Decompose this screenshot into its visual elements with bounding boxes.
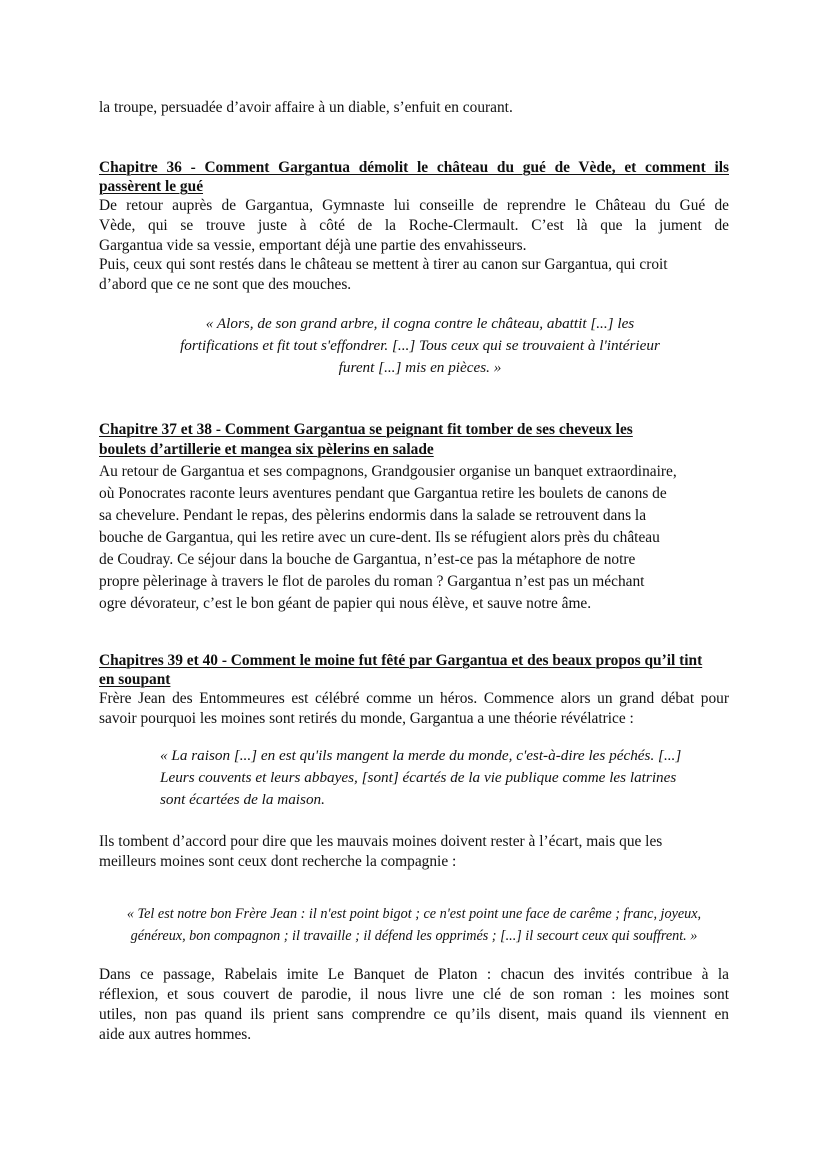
chapter-36-paragraph: De retour auprès de Gargantua, Gymnaste lui conseille de reprendre le Château du Gué de — [99, 197, 729, 214]
chapter-36-paragraph-2: Puis, ceux qui sont restés dans le château se mettent à tirer au canon sur Gargantua, qui croit — [99, 256, 668, 273]
chapter-39-quote-2: généreux, bon compagnon ; il travaille ; il défend les opprimés ; [...] il secourt ceux qui souffrent. » — [130, 928, 698, 944]
chapter-37-heading-cont: boulets d’artillerie et mangea six pèlerins en salade — [99, 441, 434, 458]
chapter-36-quote: fortifications et fit tout s'effondrer. [...] Tous ceux qui se trouvaient à l'intérieur — [180, 337, 660, 354]
chapter-36-paragraph: Gargantua vide sa vessie, emportant déjà une partie des envahisseurs. — [99, 237, 527, 254]
chapter-39-paragraph-3: aide aux autres hommes. — [99, 1026, 252, 1043]
chapter-37-paragraph: de Coudray. Ce séjour dans la bouche de Gargantua, n’est-ce pas la métaphore de notre — [99, 551, 636, 568]
chapter-39-quote-1: Leurs couvents et leurs abbayes, [sont] écartés de la vie publique comme les latrines — [160, 769, 677, 786]
chapter-39-paragraph-3: utiles, non pas quand ils prient sans comprendre ce qu’ils disent, mais quand ils viennent en — [99, 1006, 729, 1023]
chapter-37-paragraph: bouche de Gargantua, qui les retire avec un cure-dent. Ils se réfugient alors près du château — [99, 529, 660, 546]
chapter-37-paragraph: ogre dévorateur, c’est le bon géant de papier qui nous élève, et sauve notre âme. — [99, 595, 592, 612]
chapter-39-paragraph: savoir pourquoi les moines sont retirés du monde, Gargantua a une théorie révélatrice : — [99, 710, 634, 727]
chapter-39-paragraph-2: meilleurs moines sont ceux dont recherche la compagnie : — [99, 853, 457, 870]
chapter-37-heading: Chapitre 37 et 38 - Comment Gargantua se peignant fit tomber de ses cheveux les — [99, 421, 633, 438]
chapter-39-quote-2: « Tel est notre bon Frère Jean : il n'est point bigot ; ce n'est point une face de carême ; franc, joyeux, — [126, 906, 702, 922]
chapter-39-paragraph: Frère Jean des Entommeures est célébré comme un héros. Commence alors un grand débat pour — [99, 690, 729, 707]
chapter-36-quote: « Alors, de son grand arbre, il cogna contre le château, abattit [...] les — [205, 315, 635, 332]
chapter-37-paragraph: Au retour de Gargantua et ses compagnons, Grandgousier organise un banquet extraordinaire, — [99, 463, 677, 480]
chapter-39-quote-1: sont écartées de la maison. — [160, 791, 325, 808]
chapter-36-heading: Chapitre 36 - Comment Gargantua démolit le château du gué de Vède, et comment ils — [99, 159, 729, 176]
chapter-39-quote-1: « La raison [...] en est qu'ils mangent la merde du monde, c'est-à-dire les péchés. [...] — [160, 747, 682, 764]
chapter-39-heading: Chapitres 39 et 40 - Comment le moine fut fêté par Gargantua et des beaux propos qu’il tint — [99, 652, 703, 669]
chapter-37-paragraph: sa chevelure. Pendant le repas, des pèlerins endormis dans la salade se retrouvent dans la — [99, 507, 647, 524]
chapter-36-paragraph: Vède, qui se trouve juste à côté de la Roche-Clermault. C’est là que la jument de — [99, 217, 729, 234]
chapter-39-heading-cont: en soupant — [99, 671, 171, 688]
chapter-39-paragraph-3: réflexion, et sous couvert de parodie, il nous livre une clé de son roman : les moines sont — [99, 986, 729, 1003]
chapter-36-paragraph-2: d’abord que ce ne sont que des mouches. — [99, 276, 352, 293]
chapter-37-paragraph: où Ponocrates raconte leurs aventures pendant que Gargantua retire les boulets de canons de — [99, 485, 667, 502]
chapter-37-paragraph: propre pèlerinage à travers le flot de paroles du roman ? Gargantua n’est pas un méchant — [99, 573, 645, 590]
chapter-39-paragraph-2: Ils tombent d’accord pour dire que les mauvais moines doivent rester à l’écart, mais que les — [99, 833, 663, 850]
chapter-39-paragraph-3: Dans ce passage, Rabelais imite Le Banquet de Platon : chacun des invités contribue à la — [99, 966, 729, 983]
chapter-36-heading-cont: passèrent le gué — [99, 178, 204, 195]
chapter-36-quote: furent [...] mis en pièces. » — [338, 359, 502, 376]
intro-text: la troupe, persuadée d’avoir affaire à un diable, s’enfuit en courant. — [99, 99, 513, 116]
